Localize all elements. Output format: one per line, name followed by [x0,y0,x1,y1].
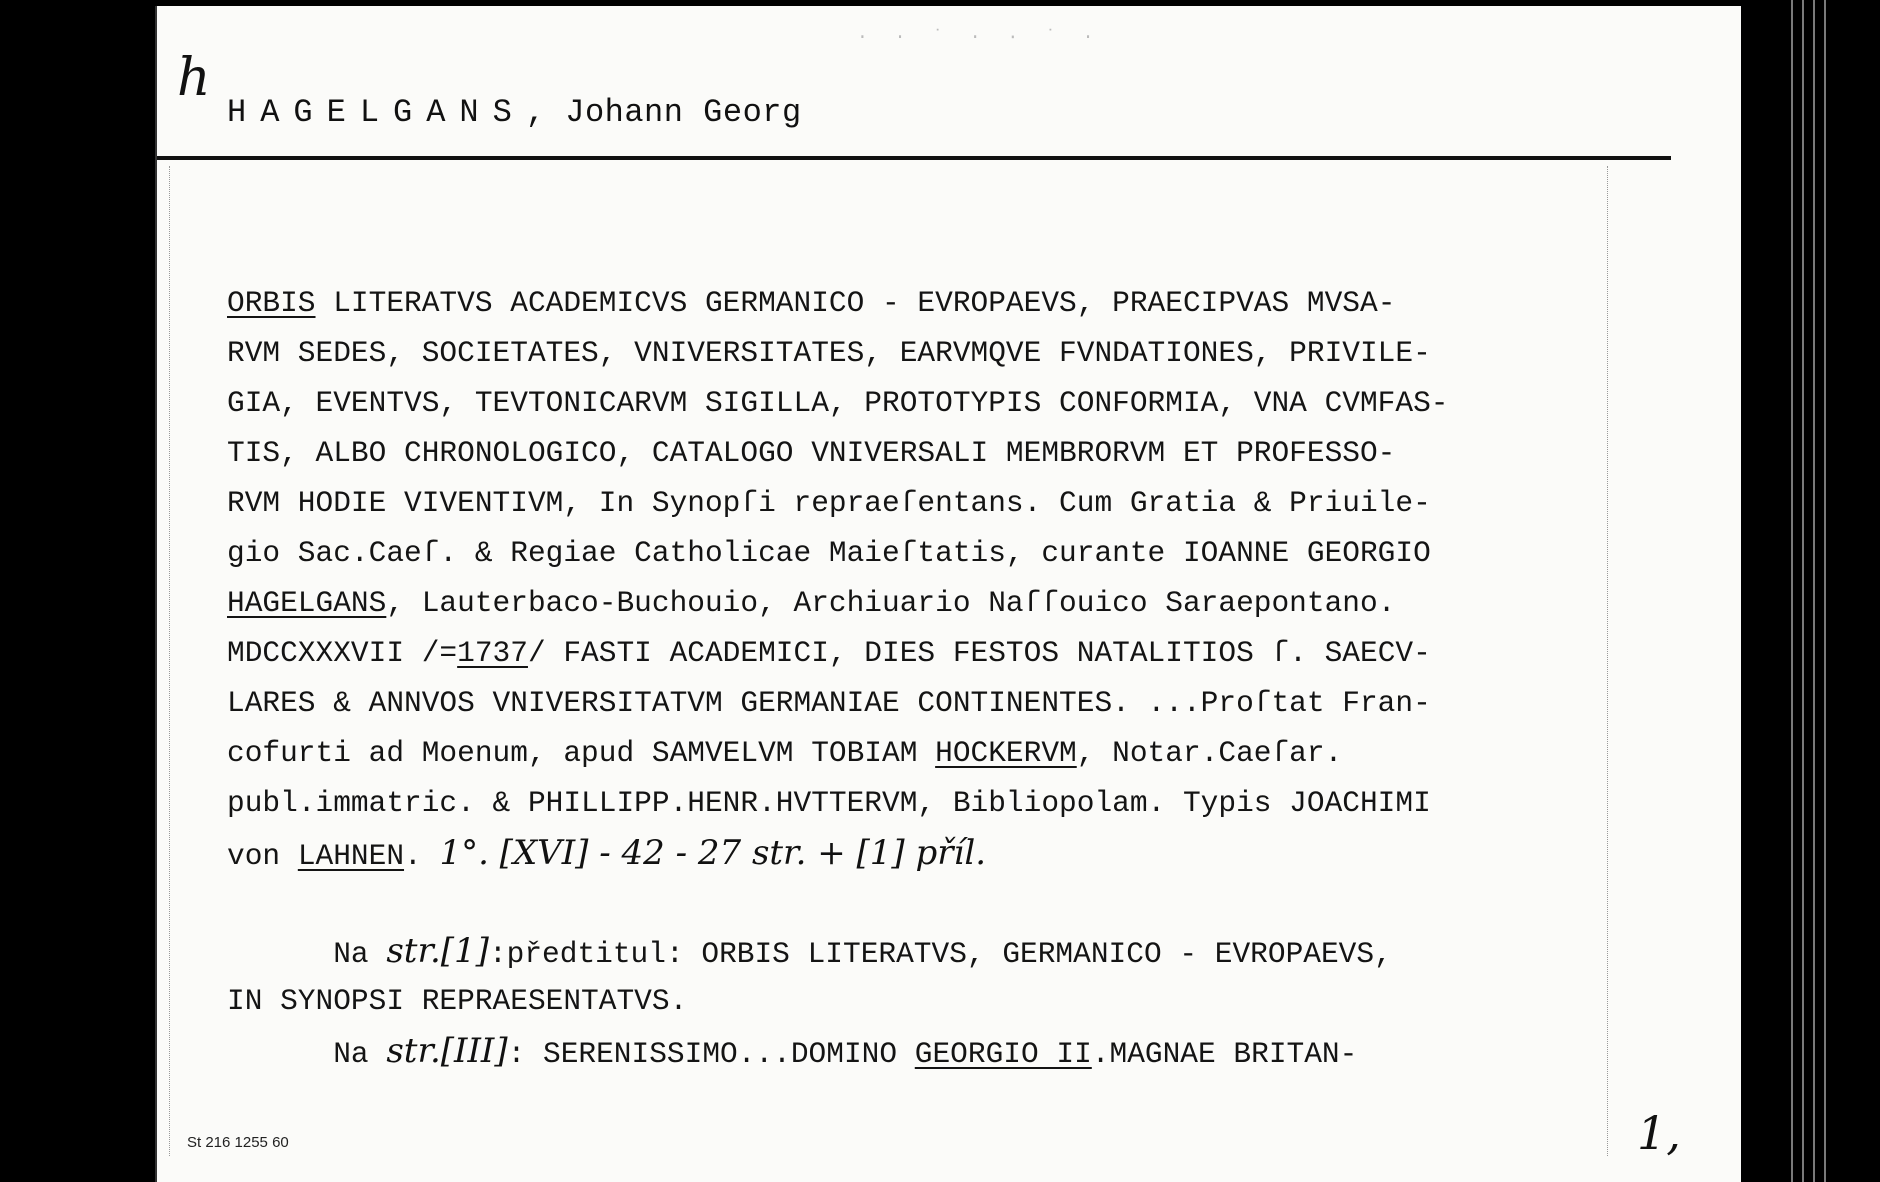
handwritten-page-ref: str.[III] [386,1031,508,1071]
dedicatee-name: GEORGIO II [914,1037,1092,1071]
record-text: Na [227,1037,387,1071]
handwritten-page-ref: str.[1] [386,931,489,971]
record-text: MDCCXXXVII /= [227,636,458,670]
heading-rule [157,156,1671,160]
record-line-3: GIA, EVENTVS, TEVTONICARVM SIGILLA, PROTOTYPIS CONFORMIA, VNA CVMFAS- [227,386,1449,420]
heading-surname: HAGELGANS [227,94,526,131]
handwritten-collation: 1°. [XVI] - 42 - 27 str. + [1] příl. [439,833,987,873]
record-text: Na [227,937,387,971]
record-line-10 [227,728,1737,778]
left-margin-line [169,166,170,1156]
record-line-11: publ.immatric. & PHILLIPP.HENR.HVTTERVM, Bibliopolam. Typis JOACHIMI [227,786,1431,820]
bibliographic-record [227,278,1737,1076]
record-text: . [404,839,440,873]
record-line-12 [227,828,1737,878]
author-name: HAGELGANS [227,586,387,620]
record-line-6: gio Sac.Caeſ. & Regiae Catholicae Maieſtatis, curante IOANNE GEORGIO [227,536,1431,570]
card-heading [227,94,802,131]
record-line-9: LARES & ANNVOS VNIVERSITATVM GERMANIAE CONTINENTES. ...Proſtat Fran- [227,686,1431,720]
record-line-2: RVM SEDES, SOCIETATES, VNIVERSITATES, EARVMQVE FVNDATIONES, PRIVILE- [227,336,1431,370]
title-first-word: ORBIS [227,286,316,320]
scan-specks: · · ˙ · ∙ ˙ · [857,28,1102,48]
printer-name: LAHNEN [297,839,405,873]
record-line-8 [227,628,1737,678]
record-line-15 [227,1026,1737,1076]
record-line-13 [227,926,1737,976]
catalog-card [155,6,1741,1182]
record-text: von [227,839,298,873]
record-line-5: RVM HODIE VIVENTIVM, In Synopſi repraeſentans. Cum Gratia & Priuile- [227,486,1431,520]
record-line-7 [227,578,1737,628]
publication-year: 1737 [457,636,528,670]
record-line-14: IN SYNOPSI REPRAESENTATVS. [227,984,688,1018]
record-text: :předtitul: ORBIS LITERATVS, GERMANICO - EVROPAEVS, [488,937,1392,971]
record-text: , Notar.Caeſar. [1076,736,1343,770]
card-form-id: St 216 1255 60 [187,1134,289,1151]
publisher-name: HOCKERVM [935,736,1077,770]
record-text: / FASTI ACADEMICI, DIES FESTOS NATALITIOS ſ. SAECV- [527,636,1431,670]
record-text: , Lauterbaco-Buchouio, Archiuario Naſſouico Saraepontano. [386,586,1396,620]
handwritten-card-number: 1, [1637,1106,1681,1160]
record-text: cofurti ad Moenum, apud SAMVELVM TOBIAM [227,736,936,770]
record-line-4: TIS, ALBO CHRONOLOGICO, CATALOGO VNIVERSALI MEMBRORVM ET PROFESSO- [227,436,1396,470]
record-text: .MAGNAE BRITAN- [1091,1037,1358,1071]
scan-edge-stripes [1786,0,1834,1182]
record-text: : SERENISSIMO...DOMINO [507,1037,915,1071]
record-text: LITERATVS ACADEMICVS GERMANICO - EVROPAEVS, PRAECIPVAS MVSA- [315,286,1396,320]
record-gap [227,878,1737,926]
handwritten-corner-mark: h [177,48,211,108]
record-line-1 [227,278,1737,328]
heading-given-names: , Johann Georg [525,94,802,131]
